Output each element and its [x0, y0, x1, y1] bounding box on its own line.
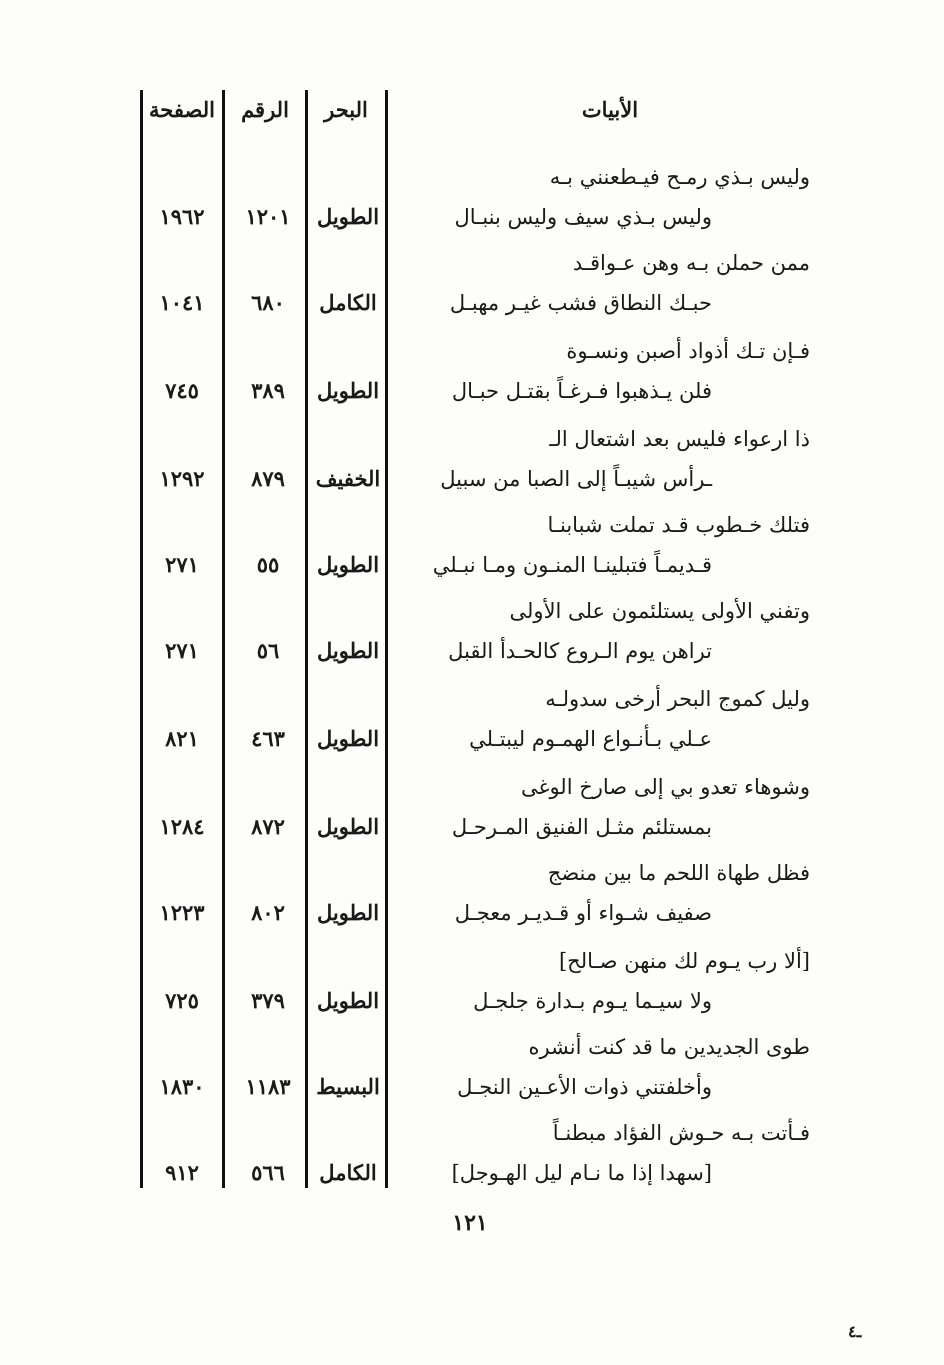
verse-first-hemistich: فتلك خـطوب قـد تملت شبابنـا: [547, 513, 810, 537]
verse-first-hemistich: وشوهاء تعدو بي إلى صارخ الوغى: [520, 775, 810, 799]
meter-cell: الخفيف: [315, 466, 381, 491]
verse-first-hemistich: فظل طهاة اللحم ما بين منضج: [547, 861, 810, 885]
header-number: الرقم: [241, 97, 289, 122]
page-cell: ٢٧١: [165, 638, 199, 663]
verse-first-hemistich: ذا ارعواء فليس بعد اشتعال الـ: [549, 427, 810, 451]
table-row: [140, 1116, 810, 1202]
verse-first-hemistich: [ألا رب يـوم لك منهن صـالح]: [558, 949, 810, 973]
verse-first-hemistich: وتفني الأولى يستلئمون على الأولى: [509, 599, 810, 623]
page-number: ١٢١: [452, 1210, 488, 1236]
page-cell: ١٠٤١: [159, 290, 205, 315]
table-row: [140, 770, 810, 856]
page-cell: ٩١٢: [165, 1160, 199, 1185]
header-page: الصفحة: [149, 97, 215, 122]
meter-cell: الطويل: [316, 638, 380, 663]
meter-cell: الطويل: [316, 552, 380, 577]
number-cell: ٨٧٢: [251, 814, 285, 839]
verse-second-hemistich: بمستلئم مثـل الفنيق المـرحـل: [451, 815, 712, 839]
page-cell: ١٢٨٤: [159, 814, 205, 839]
verse-second-hemistich: [سهدا إذا ما نـام ليل الهـوجل]: [451, 1161, 712, 1185]
meter-cell: الطويل: [316, 204, 380, 229]
number-cell: ٣٧٩: [251, 988, 285, 1013]
number-cell: ٦٨٠: [251, 290, 285, 315]
number-cell: ١٢٠١: [245, 204, 291, 229]
verse-first-hemistich: وليس بـذي رمـح فيـطعنني بـه: [549, 165, 810, 189]
table-row: [140, 944, 810, 1030]
header-meter: البحر: [324, 97, 368, 122]
verse-first-hemistich: ممن حملن بـه وهن عـواقـد: [572, 251, 810, 275]
table-row: [140, 594, 810, 680]
meter-cell: الكامل: [319, 290, 377, 315]
number-cell: ٥٥: [256, 552, 280, 577]
table-row: [140, 1030, 810, 1116]
number-cell: ٨٧٩: [251, 466, 285, 491]
number-cell: ٥٦: [256, 638, 280, 663]
meter-cell: الكامل: [319, 1160, 377, 1185]
page-cell: ١٢٢٣: [159, 900, 205, 925]
verse-second-hemistich: حبـك النطاق فشب غيـر مهبـل: [449, 291, 712, 315]
page-cell: ٧٤٥: [165, 378, 199, 403]
table-row: [140, 246, 810, 332]
header-verses: الأبيات: [581, 97, 639, 122]
page-cell: ٢٧١: [165, 552, 199, 577]
verse-first-hemistich: فـإن تـك أذواد أصبن ونسـوة: [566, 339, 810, 363]
page-cell: ١٨٣٠: [159, 1074, 205, 1099]
meter-cell: الطويل: [316, 726, 380, 751]
meter-cell: الطويل: [316, 988, 380, 1013]
meter-cell: الطويل: [316, 900, 380, 925]
corner-mark: ـ٤: [848, 1322, 862, 1341]
table-row: [140, 682, 810, 768]
verse-second-hemistich: ـرأس شيبـاً إلى الصبا من سبيل: [440, 467, 712, 491]
number-cell: ٤٦٣: [251, 726, 285, 751]
table-row: [140, 856, 810, 942]
verse-first-hemistich: فـأتت بـه حـوش الفؤاد مبطنـاً: [552, 1121, 810, 1145]
verse-second-hemistich: وليس بـذي سيف وليس بنبـال: [454, 205, 712, 229]
verse-second-hemistich: عـلي بـأنـواع الهمـوم ليبتـلي: [469, 727, 712, 751]
number-cell: ٥٦٦: [251, 1160, 285, 1185]
meter-cell: الطويل: [316, 814, 380, 839]
verse-second-hemistich: صفيف شـواء أو قـديـر معجـل: [454, 901, 712, 925]
page-cell: ٧٢٥: [165, 988, 199, 1013]
table-row: [140, 422, 810, 508]
page-cell: ١٩٦٢: [159, 204, 205, 229]
verse-second-hemistich: فلن يـذهبوا فـرغـاً بقتـل حبـال: [451, 379, 712, 403]
page-cell: ٨٢١: [165, 726, 199, 751]
meter-cell: البسيط: [316, 1074, 380, 1099]
page-cell: ١٢٩٢: [159, 466, 205, 491]
number-cell: ٨٠٢: [251, 900, 285, 925]
number-cell: ٣٨٩: [251, 378, 285, 403]
verse-second-hemistich: وأخلفتني ذوات الأعـين النجـل: [457, 1075, 712, 1099]
table-row: [140, 334, 810, 420]
verse-second-hemistich: قـديمـاً فتبلينـا المنـون ومـا نبـلي: [432, 553, 712, 577]
verse-first-hemistich: طوى الجديدين ما قد كنت أنشره: [528, 1035, 810, 1059]
meter-cell: الطويل: [316, 378, 380, 403]
number-cell: ١١٨٣: [245, 1074, 291, 1099]
verse-second-hemistich: تراهن يوم الـروع كالحـدأ القبل: [448, 639, 712, 663]
verse-first-hemistich: وليل كموج البحر أرخى سدولـه: [545, 687, 810, 711]
table-row: [140, 508, 810, 594]
verse-second-hemistich: ولا سيـما يـوم بـدارة جلجـل: [473, 989, 712, 1013]
table-row: [140, 160, 810, 246]
